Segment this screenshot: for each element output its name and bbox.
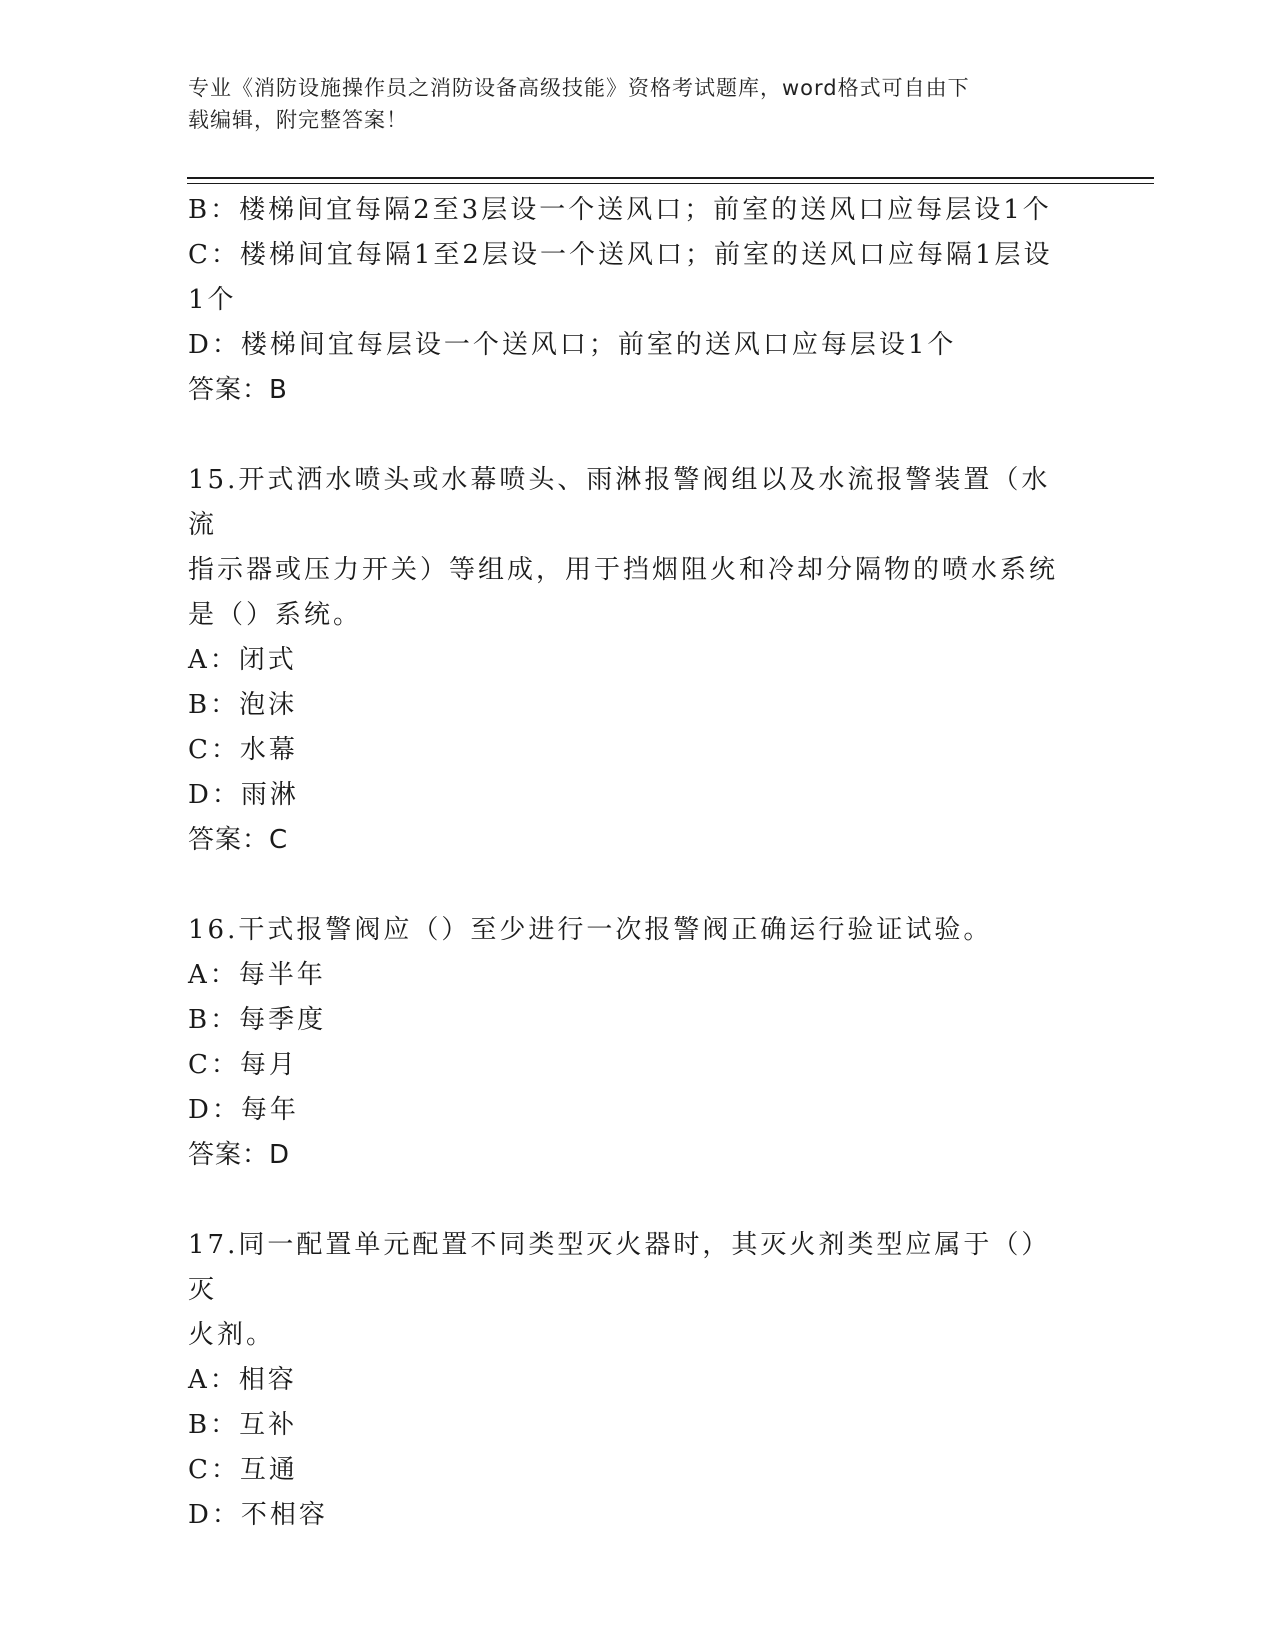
question-text-line: 火剂。 [188,1320,276,1350]
answer-line: 答案：B [188,375,288,405]
option-b: B：泡沫 [188,690,298,720]
question-text-line: 指示器或压力开关）等组成，用于挡烟阻火和冷却分隔物的喷水系统 [188,555,1059,585]
header-divider-thick [187,177,1154,179]
option-c: C：楼梯间宜每隔1至2层设一个送风口；前室的送风口应每隔1层设 [188,240,1053,270]
option-d: D：楼梯间宜每层设一个送风口；前室的送风口应每层设1个 [188,330,957,360]
answer-line: 答案：C [188,825,289,855]
question-17 [188,1223,1068,1538]
question-text-line: 15.开式洒水喷头或水幕喷头、雨淋报警阀组以及水流报警装置（水流 [188,465,1051,540]
option-b: B：每季度 [188,1005,327,1035]
question-15 [188,458,1068,863]
option-a: A：闭式 [188,645,297,675]
answer-line: 答案：D [188,1140,291,1170]
option-c: C：水幕 [188,735,298,765]
question-text-line: 16.干式报警阀应（）至少进行一次报警阀正确运行验证试验。 [188,915,993,945]
option-b: B：楼梯间宜每隔2至3层设一个送风口；前室的送风口应每层设1个 [188,195,1052,225]
question-text-line: 是（）系统。 [188,600,363,630]
option-d: D：雨淋 [188,780,299,810]
question-16 [188,908,1068,1178]
option-d: D：不相容 [188,1500,328,1530]
option-c: C：互通 [188,1455,298,1485]
option-c-continued: 1个 [188,285,237,315]
header-divider-thin [187,183,1154,184]
option-a: A：每半年 [188,960,326,990]
option-b: B：互补 [188,1410,298,1440]
header-line-2: 载编辑，附完整答案！ [188,108,408,132]
option-a: A：相容 [188,1365,297,1395]
carryover-question [188,188,1068,413]
document-body [188,188,1068,1538]
question-text-line: 17.同一配置单元配置不同类型灭火器时，其灭火剂类型应属于（）灭 [188,1230,1051,1305]
header-line-1: 专业《消防设施操作员之消防设备高级技能》资格考试题库，word格式可自由下 [188,76,970,100]
document-header [188,72,1068,136]
option-c: C：每月 [188,1050,298,1080]
option-d: D：每年 [188,1095,299,1125]
